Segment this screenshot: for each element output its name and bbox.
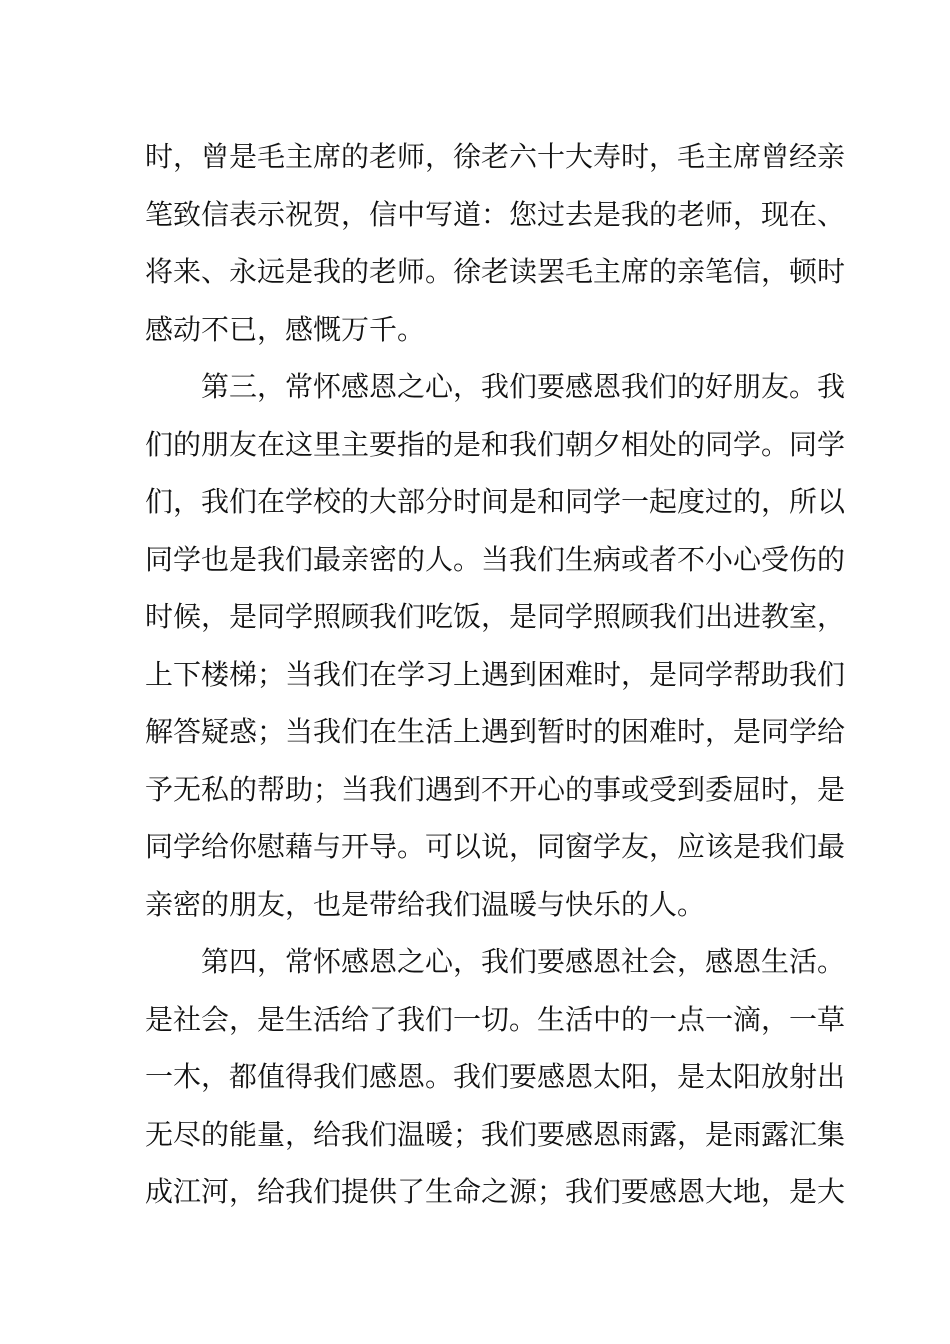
text-line: 将来、永远是我的老师。徐老读罢毛主席的亲笔信，顿时 <box>145 255 846 288</box>
text-line: 同学给你慰藉与开导。可以说，同窗学友，应该是我们最 <box>145 830 846 863</box>
text-line: 时候，是同学照顾我们吃饭，是同学照顾我们出进教室， <box>145 600 846 633</box>
text-line: 们，我们在学校的大部分时间是和同学一起度过的，所以 <box>145 485 846 518</box>
text-line: 上下楼梯；当我们在学习上遇到困难时，是同学帮助我们 <box>145 657 846 691</box>
text-line: 第三，常怀感恩之心，我们要感恩我们的好朋友。我 <box>201 370 846 403</box>
text-line: 成江河，给我们提供了生命之源；我们要感恩大地，是大 <box>145 1175 846 1208</box>
text-line: 亲密的朋友，也是带给我们温暖与快乐的人。 <box>145 887 706 921</box>
text-line: 一木，都值得我们感恩。我们要感恩太阳，是太阳放射出 <box>145 1060 846 1093</box>
text-line: 解答疑惑；当我们在生活上遇到暂时的困难时，是同学给 <box>145 715 846 748</box>
text-line: 无尽的能量，给我们温暖；我们要感恩雨露，是雨露汇集 <box>145 1117 846 1151</box>
text-line: 是社会，是生活给了我们一切。生活中的一点一滴，一草 <box>145 1002 846 1036</box>
text-line: 笔致信表示祝贺，信中写道：您过去是我的老师，现在、 <box>145 197 846 231</box>
text-line: 同学也是我们最亲密的人。当我们生病或者不小心受伤的 <box>145 542 846 576</box>
text-line: 时，曾是毛主席的老师，徐老六十大寿时，毛主席曾经亲 <box>145 140 846 173</box>
text-line: 第四，常怀感恩之心，我们要感恩社会，感恩生活。 <box>201 945 846 978</box>
text-line: 感动不已，感慨万千。 <box>145 312 426 346</box>
body-text <box>145 128 846 1221</box>
text-line: 予无私的帮助；当我们遇到不开心的事或受到委屈时，是 <box>145 772 846 806</box>
text-line: 们的朋友在这里主要指的是和我们朝夕相处的同学。同学 <box>145 427 846 461</box>
